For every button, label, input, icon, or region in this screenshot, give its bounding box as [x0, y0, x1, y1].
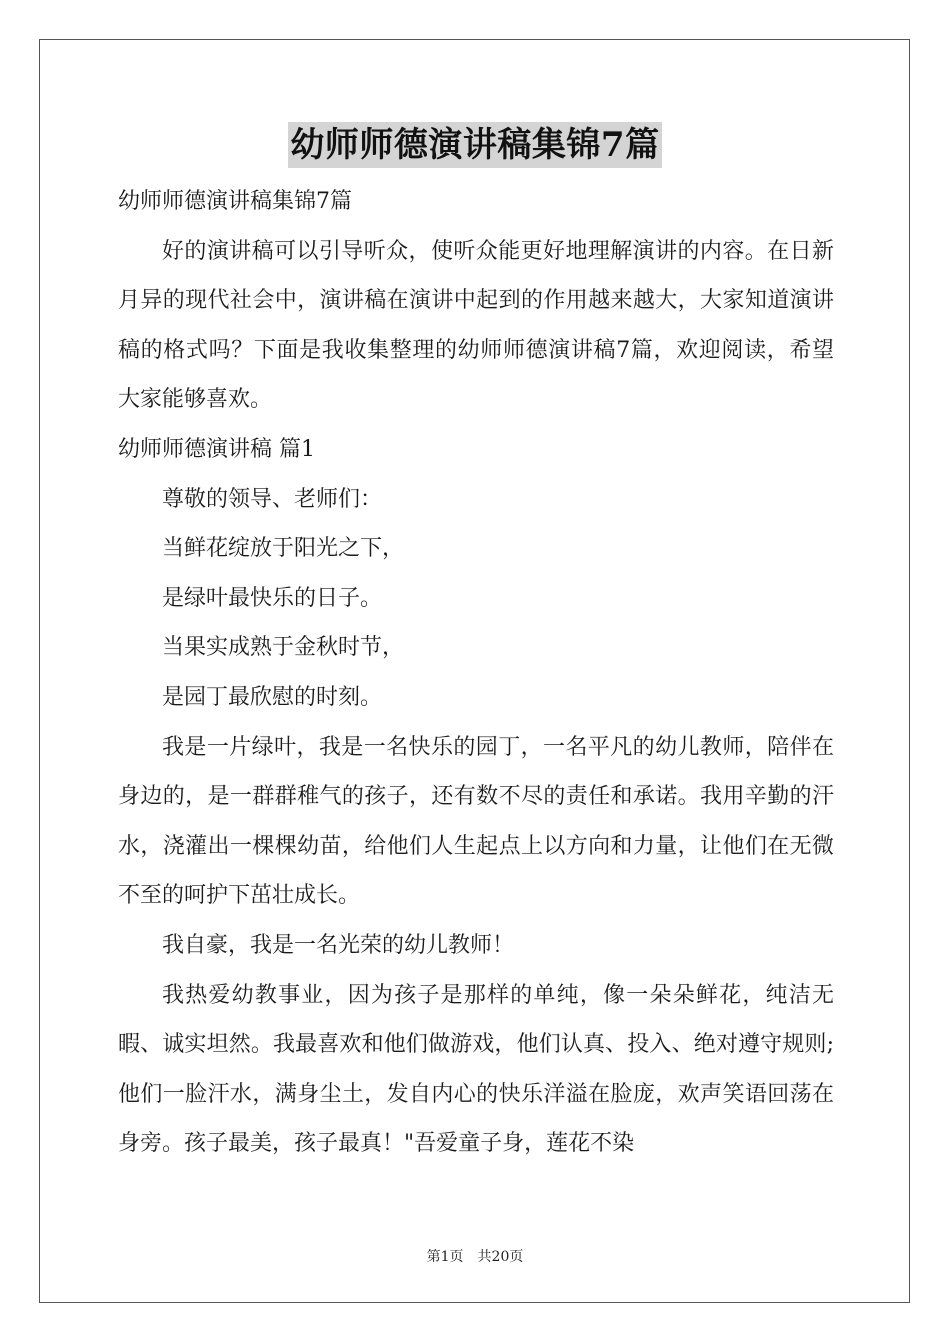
document-title: 幼师师德演讲稿集锦7篇 — [288, 122, 661, 168]
page-footer — [0, 1246, 950, 1266]
intro-paragraph: 好的演讲稿可以引导听众，使听众能更好地理解演讲的内容。在日新月异的现代社会中，演讲稿在演讲中起到的作用越来越大，大家知道演讲稿的格式吗？下面是我收集整理的幼师师德演讲稿7篇，欢迎阅读，希望大家能够喜欢。 — [118, 238, 834, 413]
document-subtitle: 幼师师德演讲稿集锦7篇 — [118, 189, 352, 214]
body-paragraph: 我是一片绿叶，我是一名快乐的园丁，一名平凡的幼儿教师，陪伴在身边的，是一群群稚气的孩子，还有数不尽的责任和承诺。我用辛勤的汗水，浇灌出一棵棵幼苗，给他们人生起点上以方向和力量，让他们在无微不至的呵护下茁壮成长。 — [118, 734, 834, 909]
page-number: 第1页 — [426, 1249, 464, 1265]
salutation: 尊敬的领导、老师们： — [162, 486, 383, 512]
page-total: 共20页 — [477, 1249, 524, 1265]
body-paragraph: 我自豪，我是一名光荣的幼儿教师！ — [162, 932, 515, 958]
document-body — [118, 177, 834, 1169]
poem-line: 当果实成熟于金秋时节， — [162, 635, 405, 661]
poem-line: 是绿叶最快乐的日子。 — [162, 585, 383, 611]
title-container — [0, 122, 950, 168]
poem-line: 是园丁最欣慰的时刻。 — [162, 684, 383, 710]
body-paragraph: 我热爱幼教事业，因为孩子是那样的单纯，像一朵朵鲜花，纯洁无暇、诚实坦然。我最喜欢和他们做游戏，他们认真、投入、绝对遵守规则;他们一脸汗水，满身尘土，发自内心的快乐洋溢在脸庞，欢声笑语回荡在身旁。孩子最美，孩子最真！"吾爱童子身，莲花不染 — [118, 982, 834, 1157]
poem-line: 当鲜花绽放于阳光之下， — [162, 536, 405, 562]
section-heading: 幼师师德演讲稿 篇1 — [118, 436, 315, 462]
